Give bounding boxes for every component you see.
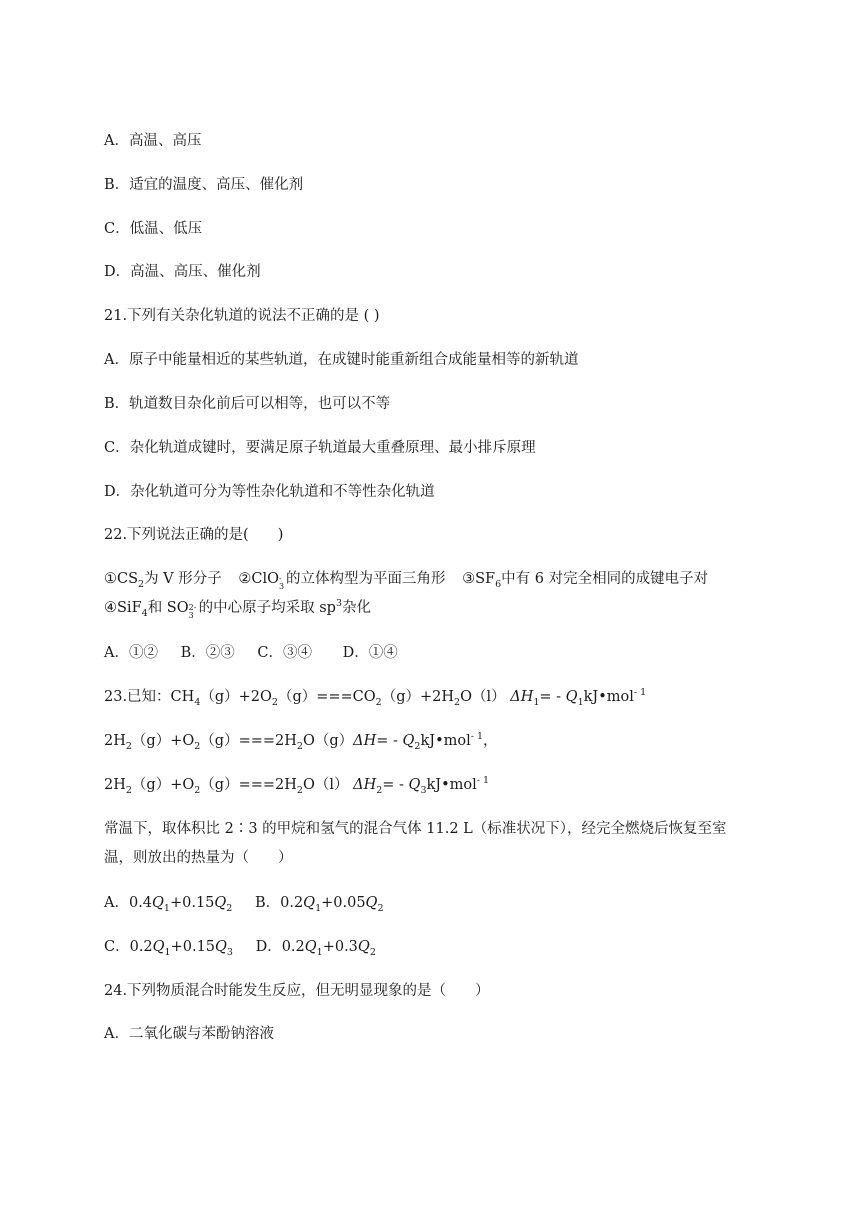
statement-1: $①CS_2$为 V 形分子 [104,571,222,590]
question-21-option-a: A．原子中能量相近的某些轨道，在成键时能重新组合成能量相等的新轨道 [104,352,579,368]
question-21-option-d: D．杂化轨道可分为等性杂化轨道和不等性杂化轨道 [104,484,435,500]
question-22-option-a: A．①② [104,645,158,661]
question-23-equation-3: $2H_2(g)+O_2(g)===2H_2O(l)$ $\Delta H_2=$ - $Q_3kJ•mol^{- 1}$ [104,775,490,796]
question-21-option-c: C．杂化轨道成键时，要满足原子轨道最大重叠原理、最小排斥原理 [104,440,536,456]
statement-4: ④SiF$_4$和 SO 2- 3 的中心原子均采取 $sp^3$杂化 [104,598,372,620]
question-23-equation-1: 23.已知：$CH_4(g)+2O_2(g)===CO_2(g)+2H_2O(l)$ $\Delta H_1=$ - $Q_1kJ•mol^{- 1}$ [104,687,647,708]
question-21-option-b: B．轨道数目杂化前后可以相等，也可以不等 [104,396,391,412]
question-21-stem: 21.下列有关杂化轨道的说法不正确的是 ( ) [104,308,380,324]
question-23-options-row-1 [104,893,383,913]
question-23-body-line-1: 常温下，取体积比 2∶3 的甲烷和氢气的混合气体 11.2 L（标准状况下），经完全燃烧后恢复至室 [104,821,727,837]
statement-2: ②ClO - 3 的立体构型为平面三角形 [238,571,446,591]
question-23-option-b: B．$0.2Q_1+0.05Q_2$ [254,895,384,914]
question-23-body-line-2: 温，则放出的热量为（ ） [104,850,293,866]
question-22-statements-line1 [104,569,708,589]
question-24-option-a: A．二氧化碳与苯酚钠溶液 [104,1026,274,1042]
option-a: A．高温、高压 [104,133,202,149]
statement-3: $③SF_6$中有 6 对完全相同的成键电子对 [462,571,709,590]
question-23-equation-2: $2H_2(g)+O_2(g)===2H_2O(g)\Delta H=$ - $Q_2kJ•mol^{- 1}$， [104,731,498,752]
question-24-stem: 24.下列物质混合时能发生反应，但无明显现象的是（ ） [104,983,490,999]
question-23-options-row-2 [104,937,376,957]
option-c: C．低温、低压 [104,221,203,237]
question-22-stem: 22.下列说法正确的是( ) [104,527,284,543]
question-23-option-c: C．$0.2Q_1+0.15Q_3$ [104,939,233,958]
option-d: D．高温、高压、催化剂 [104,264,261,280]
question-22-statements-line2 [104,598,371,618]
question-22-option-c: C．③④ [257,645,312,661]
question-23-option-d: D．$0.2Q_1+0.3Q_2$ [255,939,376,958]
option-b: B．适宜的温度、高压、催化剂 [104,177,304,193]
question-23-option-a: A．$0.4Q_1+0.15Q_2$ [104,895,233,914]
question-22-option-d: D．①④ [342,645,398,661]
question-22-option-b: B．②③ [180,645,235,661]
question-22-options [104,643,398,663]
